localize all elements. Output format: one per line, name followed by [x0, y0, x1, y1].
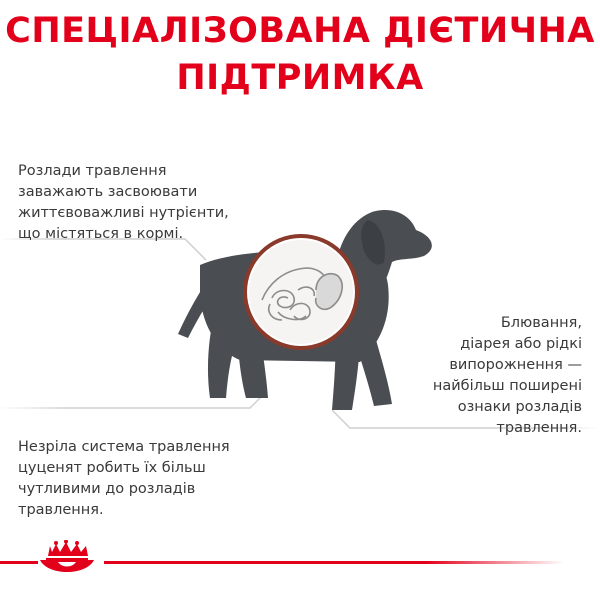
callout-right-line-6: травлення.	[496, 420, 582, 436]
royal-canin-crown-icon	[40, 540, 94, 572]
callout-top-left-line-2: заважають засвоювати	[18, 184, 198, 200]
digestive-system-icon	[243, 234, 359, 350]
footer-red-line-right	[104, 561, 564, 564]
callout-right-line-5: ознаки розладів	[457, 399, 582, 415]
callout-top-left-line-4: що містяться в кормі.	[18, 226, 184, 242]
title-line-1: СПЕЦІАЛІЗОВАНА ДІЄТИЧНА	[5, 11, 595, 51]
callout-top-left-line-1: Розлади травлення	[18, 163, 167, 179]
callout-right	[433, 313, 582, 439]
footer-red-line-left	[0, 561, 38, 564]
callout-bottom-left-line-3: чутливими до розладів	[18, 481, 196, 497]
callout-right-line-2: діарея або рідкі	[460, 336, 582, 352]
title-line-2: ПІДТРИМКА	[176, 58, 424, 98]
callout-right-line-3: випорожнення —	[449, 357, 582, 373]
callout-bottom-left-line-2: цуценят робить їх більш	[18, 460, 206, 476]
callout-bottom-left-line-1: Незріла система травлення	[18, 439, 230, 455]
callout-right-line-1: Блювання,	[500, 315, 582, 331]
callout-top-left	[18, 161, 229, 245]
footer-brand-bar	[0, 540, 600, 600]
callout-bottom-left	[18, 437, 230, 521]
callout-bottom-left-line-4: травлення.	[18, 502, 104, 518]
callout-right-line-4: найбільш поширені	[432, 378, 582, 394]
callout-top-left-line-3: життєвоважливі нутрієнти,	[18, 205, 229, 221]
